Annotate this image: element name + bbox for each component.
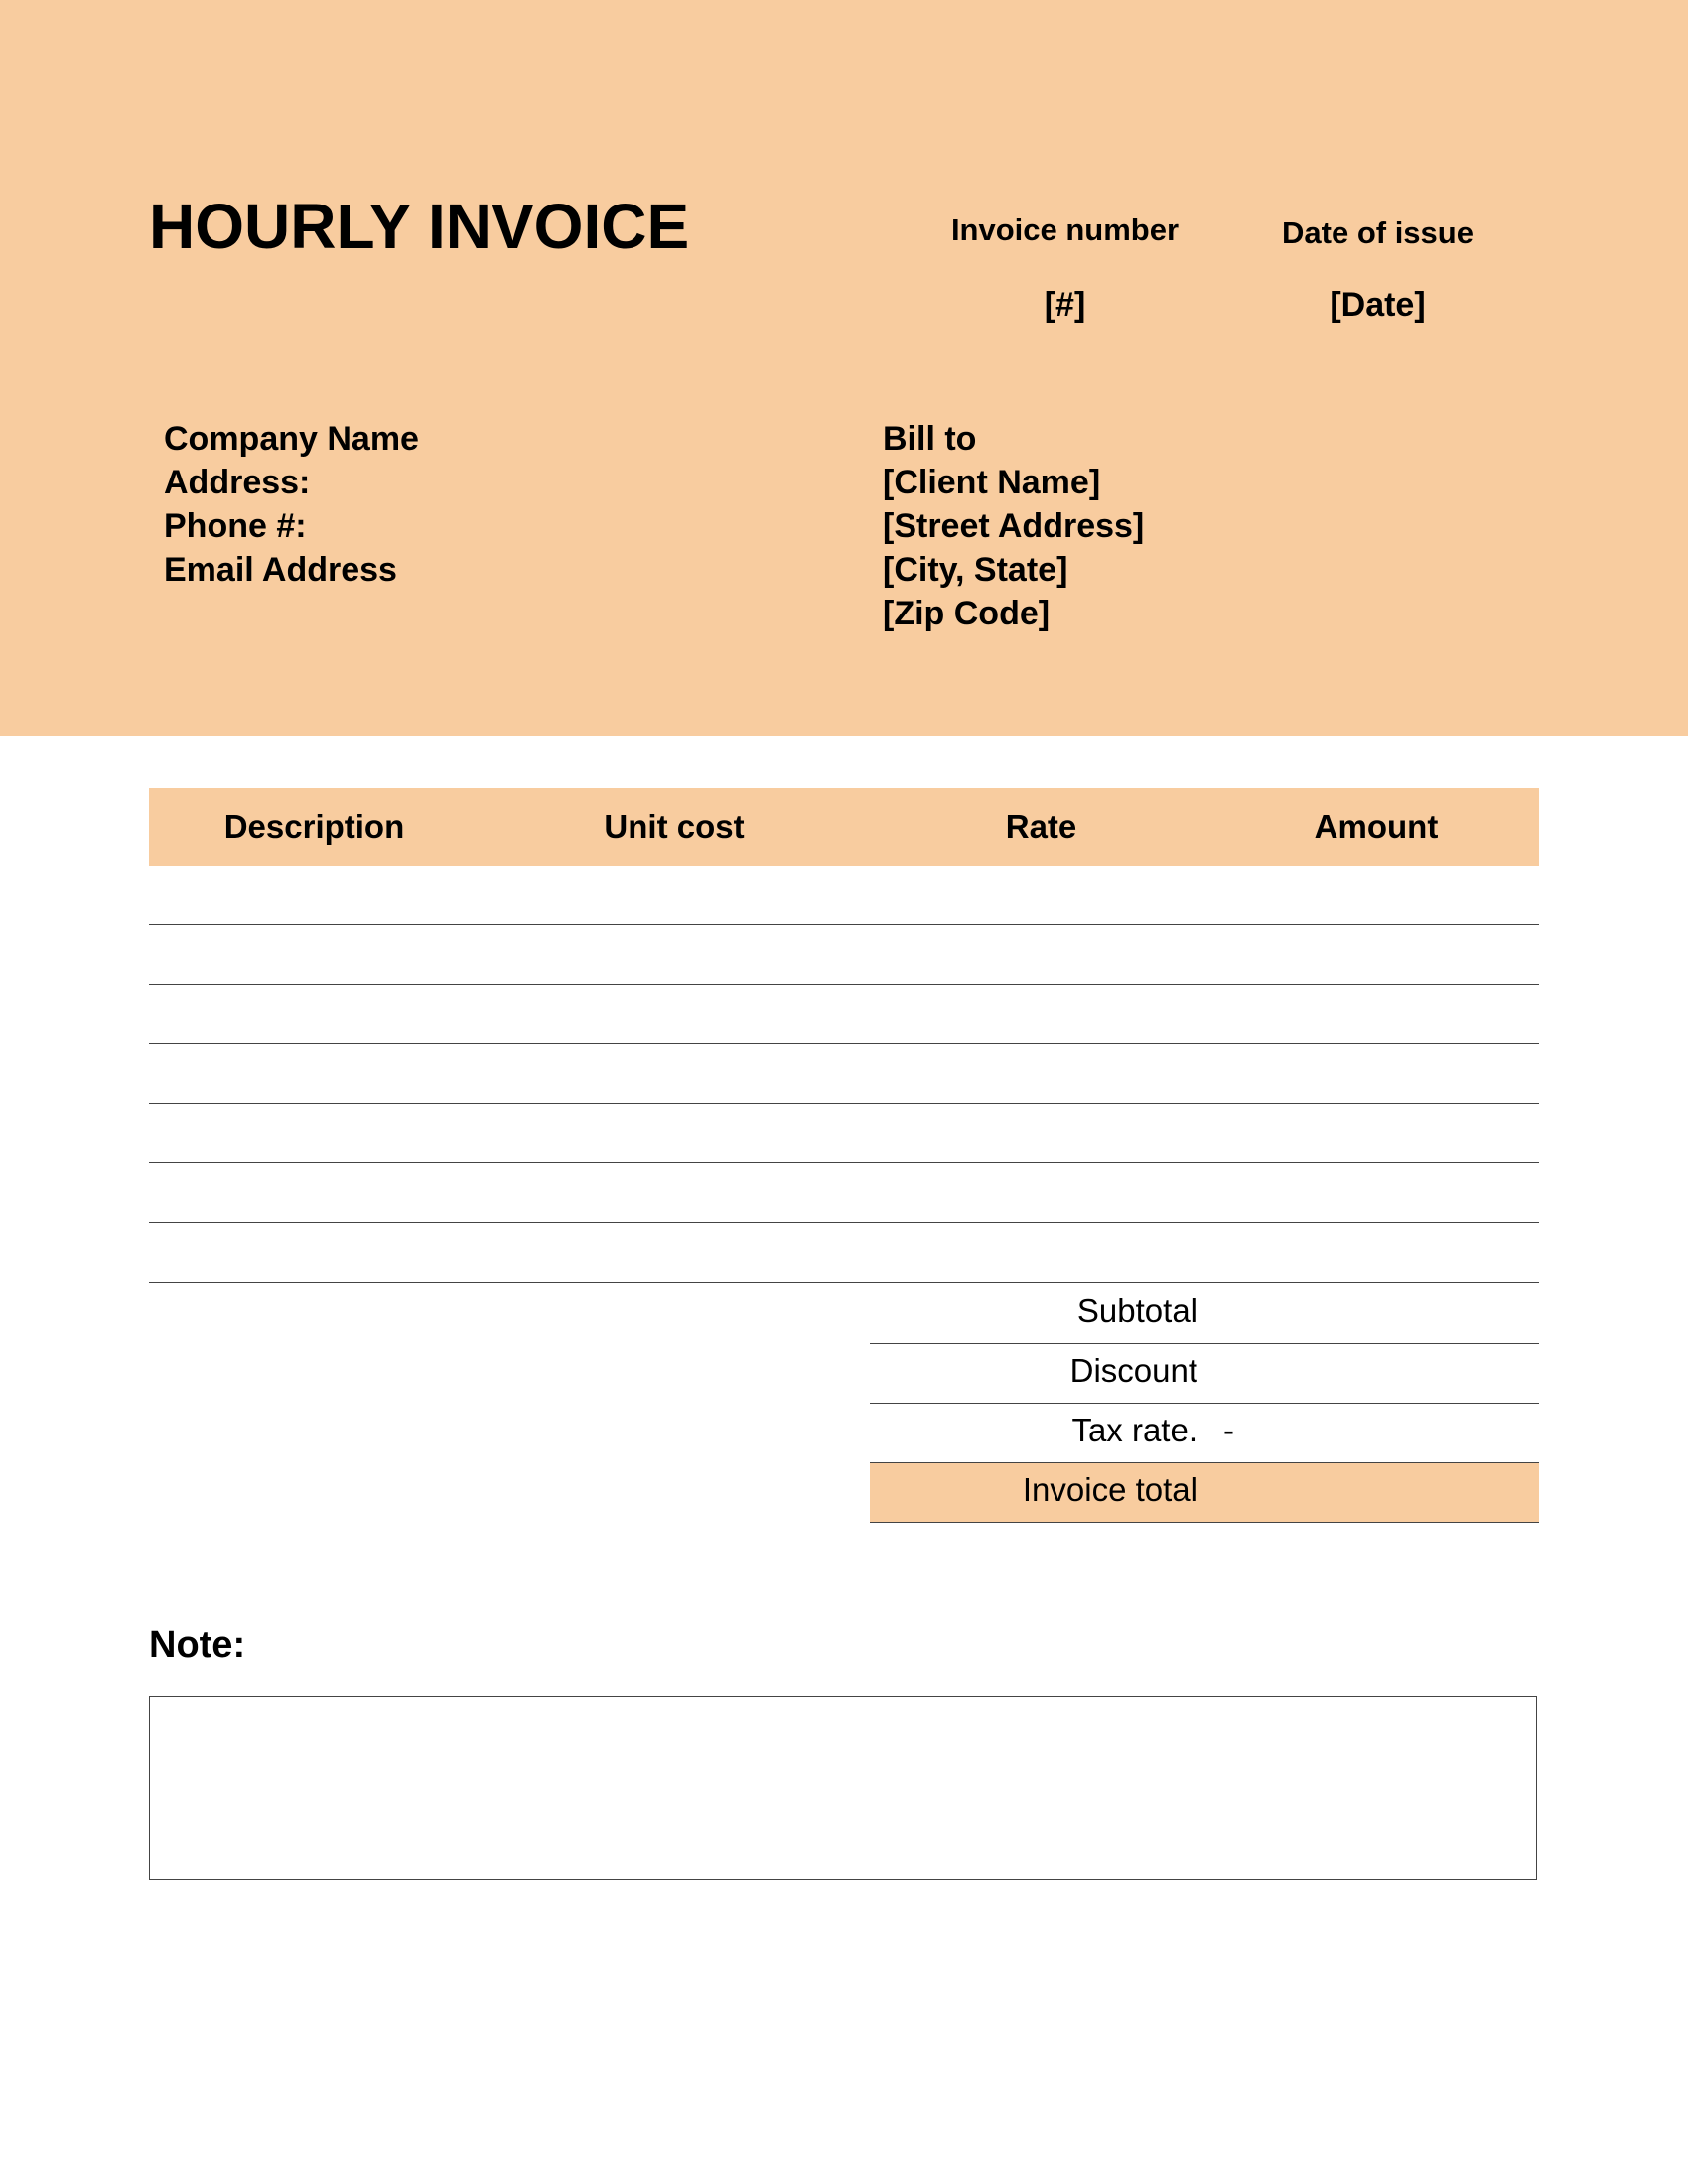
date-of-issue-value[interactable]: [Date] [1330, 286, 1426, 324]
discount-label: Discount [1069, 1352, 1197, 1389]
rate-cell[interactable] [869, 1104, 1213, 1163]
amount-cell[interactable] [1213, 1104, 1539, 1163]
totals-block [870, 1285, 1539, 1523]
description-cell[interactable] [149, 1044, 480, 1104]
rate-cell[interactable] [869, 1044, 1213, 1104]
column-header-amount: Amount [1213, 788, 1539, 866]
rate-cell[interactable] [869, 866, 1213, 925]
client-name[interactable]: [Client Name] [883, 464, 1101, 501]
invoice-title: HOURLY INVOICE [149, 191, 690, 262]
column-header-unit-cost: Unit cost [480, 788, 869, 866]
table-row [149, 1163, 1539, 1223]
table-header-row [149, 788, 1539, 866]
tax-rate-value[interactable]: - [1223, 1412, 1234, 1448]
subtotal-label: Subtotal [1076, 1293, 1197, 1329]
unit-cost-cell[interactable] [480, 985, 869, 1044]
table-row [149, 985, 1539, 1044]
client-city-state[interactable]: [City, State] [883, 551, 1068, 589]
company-name[interactable]: Company Name [164, 420, 419, 458]
amount-cell[interactable] [1213, 866, 1539, 925]
amount-cell[interactable] [1213, 925, 1539, 985]
invoice-number-label: Invoice number [950, 212, 1180, 247]
invoice-total-label: Invoice total [1022, 1471, 1197, 1508]
line-items-table [149, 788, 1539, 1283]
table-row [149, 925, 1539, 985]
description-cell[interactable] [149, 1223, 480, 1283]
description-cell[interactable] [149, 1104, 480, 1163]
client-zip-code[interactable]: [Zip Code] [883, 595, 1051, 632]
company-email[interactable]: Email Address [164, 551, 397, 589]
description-cell[interactable] [149, 1163, 480, 1223]
note-label: Note: [149, 1624, 246, 1666]
description-cell[interactable] [149, 866, 480, 925]
company-phone[interactable]: Phone #: [164, 507, 307, 545]
unit-cost-cell[interactable] [480, 1044, 869, 1104]
rate-cell[interactable] [869, 1223, 1213, 1283]
invoice-number-value[interactable]: [#] [1044, 286, 1086, 324]
amount-cell[interactable] [1213, 1044, 1539, 1104]
bill-to-info [883, 417, 1144, 635]
unit-cost-cell[interactable] [480, 1104, 869, 1163]
tax-rate-label: Tax rate. [1071, 1412, 1197, 1448]
column-header-description: Description [149, 788, 480, 866]
unit-cost-cell[interactable] [480, 1223, 869, 1283]
note-box[interactable] [149, 1696, 1537, 1880]
unit-cost-cell[interactable] [480, 866, 869, 925]
header-band [0, 0, 1688, 736]
unit-cost-cell[interactable] [480, 1163, 869, 1223]
rate-cell[interactable] [869, 925, 1213, 985]
unit-cost-cell[interactable] [480, 925, 869, 985]
discount-row [870, 1344, 1539, 1404]
rate-cell[interactable] [869, 985, 1213, 1044]
company-info [164, 417, 419, 592]
table-row [149, 1223, 1539, 1283]
client-street-address[interactable]: [Street Address] [883, 507, 1145, 545]
bill-to-heading: Bill to [883, 420, 977, 458]
amount-cell[interactable] [1213, 1163, 1539, 1223]
amount-cell[interactable] [1213, 1223, 1539, 1283]
column-header-rate: Rate [869, 788, 1213, 866]
tax-rate-row [870, 1404, 1539, 1463]
table-row [149, 866, 1539, 925]
date-of-issue-label: Date of issue [1282, 215, 1474, 250]
rate-cell[interactable] [869, 1163, 1213, 1223]
amount-cell[interactable] [1213, 985, 1539, 1044]
subtotal-row [870, 1285, 1539, 1344]
description-cell[interactable] [149, 985, 480, 1044]
description-cell[interactable] [149, 925, 480, 985]
company-address[interactable]: Address: [164, 464, 311, 501]
table-row [149, 1104, 1539, 1163]
table-row [149, 1044, 1539, 1104]
invoice-total-row [870, 1463, 1539, 1523]
